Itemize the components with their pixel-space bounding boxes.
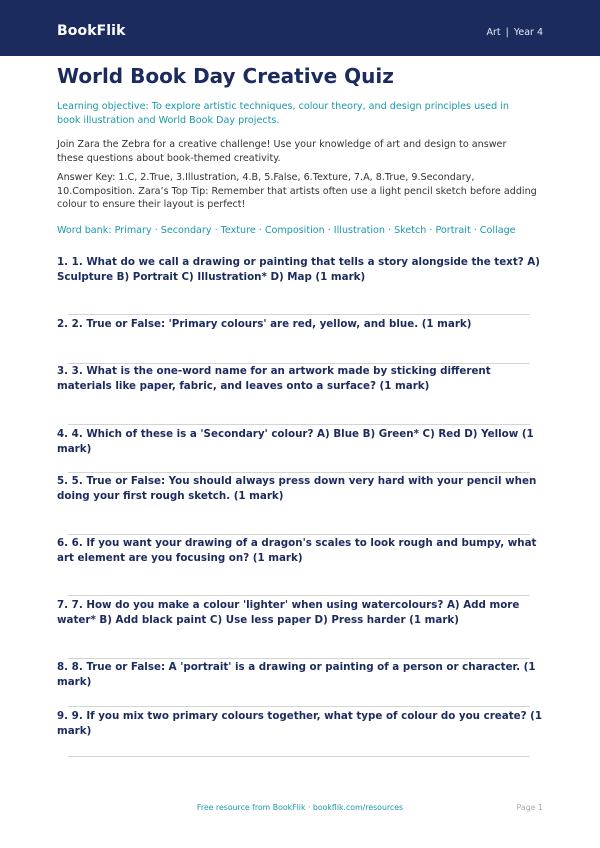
page-number: Page 1 <box>516 803 543 812</box>
page-title: World Book Day Creative Quiz <box>57 64 394 88</box>
word-bank-word: Illustration <box>333 225 385 236</box>
answer-line-3 <box>68 424 530 425</box>
subject-label: Art <box>486 27 501 38</box>
answer-key: Answer Key: 1.C, 2.True, 3.Illustration, 4.B, 5.False, 6.Texture, 7.A, 8.True, 9.Secondary, 10.Composition. Zara’s Top Tip: Remember that artists often use a light pencil sketch before adding colour to ensure their layout is perfect! <box>57 172 537 210</box>
word-bank-word: Portrait <box>435 225 471 236</box>
year-label: Year 4 <box>513 27 543 38</box>
learning-objective: Learning objective: To explore artistic techniques, colour theory, and design principles used in book illustration and World Book Day projects. <box>57 101 509 126</box>
word-bank-word: Primary <box>114 225 152 236</box>
footer-text[interactable]: Free resource from BookFlik · bookflik.com/resources <box>196 803 404 812</box>
question-6: 6. 6. If you want your drawing of a dragon's scales to look rough and bumpy, what art element are you focusing on? (1 mark) <box>57 537 537 564</box>
word-bank-word: Texture <box>220 225 256 236</box>
word-bank-word: Collage <box>479 225 516 236</box>
header-bar <box>0 0 600 56</box>
answer-line-8 <box>68 706 530 707</box>
subject-year <box>486 27 543 38</box>
question-4: 4. 4. Which of these is a 'Secondary' colour? A) Blue B) Green* C) Red D) Yellow (1 mark) <box>57 428 534 455</box>
word-bank: Word bank: Primary · Secondary · Texture · Composition · Illustration · Sketch · Portrait · Collage <box>57 225 516 236</box>
word-bank-word: Sketch <box>394 225 427 236</box>
answer-line-9 <box>68 756 530 757</box>
answer-line-6 <box>68 595 530 596</box>
brand-logo[interactable]: BookFlik <box>57 23 126 39</box>
intro-text: Join Zara the Zebra for a creative challenge! Use your knowledge of art and design to answer these questions about book-themed creativity. <box>57 139 507 164</box>
question-3: 3. 3. What is the one-word name for an artwork made by sticking different materials like paper, fabric, and leaves onto a surface? (1 mark) <box>57 365 491 392</box>
answer-line-5 <box>68 534 530 535</box>
answer-line-4 <box>68 472 530 473</box>
answer-line-7 <box>68 658 530 659</box>
word-bank-word: Secondary <box>160 225 212 236</box>
question-7: 7. 7. How do you make a colour 'lighter' when using watercolours? A) Add more water* B) Add black paint C) Use less paper D) Press harder (1 mark) <box>57 599 520 626</box>
question-1: 1. 1. What do we call a drawing or painting that tells a story alongside the text? A) Sculpture B) Portrait C) Illustration* D) Map (1 mark) <box>57 256 540 283</box>
meta-separator: | <box>505 27 509 38</box>
word-bank-label: Word bank: <box>57 225 115 236</box>
answer-line-1 <box>68 314 530 315</box>
question-2: 2. 2. True or False: 'Primary colours' are red, yellow, and blue. (1 mark) <box>57 318 472 330</box>
question-5: 5. 5. True or False: You should always press down very hard with your pencil when doing your first rough sketch. (1 mark) <box>57 475 537 502</box>
word-bank-word: Composition <box>264 225 325 236</box>
question-9: 9. 9. If you mix two primary colours together, what type of colour do you create? (1 mark) <box>57 710 543 737</box>
question-8: 8. 8. True or False: A 'portrait' is a drawing or painting of a person or character. (1 mark) <box>57 661 536 688</box>
